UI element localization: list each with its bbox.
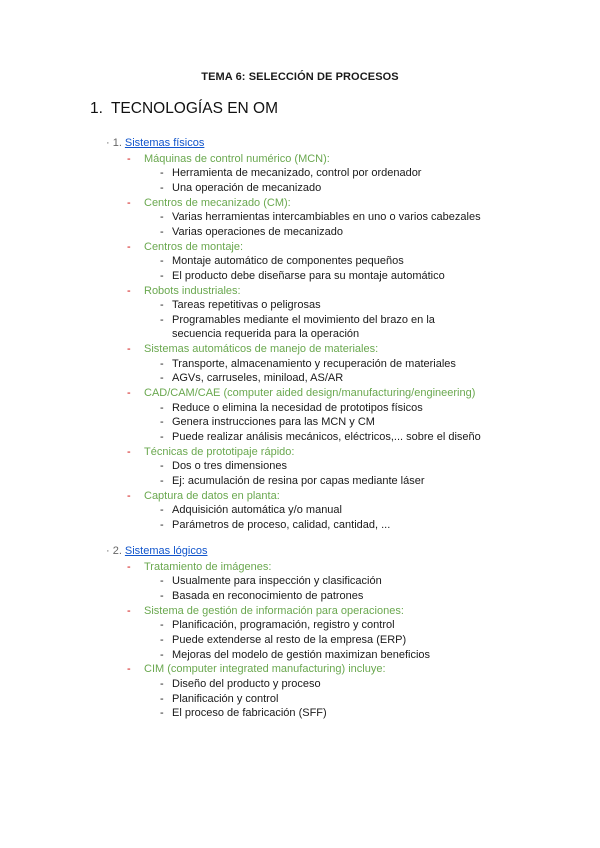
category-label: CAD/CAM/CAE (computer aided design/manufacturing/engineering): [144, 387, 476, 400]
subsection-heading: [106, 137, 204, 149]
list-item-text: Programables mediante el movimiento del brazo en la: [172, 313, 435, 326]
category-label: Máquinas de control numérico (MCN):: [144, 152, 330, 165]
category-label: CIM (computer integrated manufacturing) incluye:: [144, 663, 386, 676]
list-item: [160, 298, 321, 312]
dash-marker: -: [160, 313, 164, 326]
list-item-text: Basada en reconocimiento de patrones: [172, 589, 364, 602]
list-item: [160, 269, 445, 283]
list-item-text: Usualmente para inspección y clasificación: [172, 575, 382, 588]
list-item-text: Varias operaciones de mecanizado: [172, 225, 344, 238]
dash-marker: -: [127, 663, 131, 676]
dash-marker: -: [160, 518, 164, 531]
dash-marker: -: [160, 225, 164, 238]
category-label: Sistemas automáticos de manejo de materiales:: [144, 343, 379, 356]
dash-marker: -: [160, 692, 164, 705]
dash-marker: -: [127, 445, 131, 458]
list-item: [172, 327, 359, 341]
category-label: Tratamiento de imágenes:: [144, 560, 272, 573]
dash-marker: -: [160, 633, 164, 646]
category-item: [127, 560, 271, 574]
list-item: [160, 415, 375, 429]
list-item: [160, 313, 435, 327]
list-item-text: Mejoras del modelo de gestión maximizan beneficios: [172, 648, 431, 661]
dash-marker: -: [160, 460, 164, 473]
list-item: [160, 430, 481, 444]
category-item: [127, 196, 291, 210]
section-heading: [90, 100, 278, 118]
list-item-text: Puede extenderse al resto de la empresa (ERP): [172, 633, 407, 646]
list-item-text: AGVs, carruseles, miniload, AS/AR: [172, 372, 344, 385]
dash-marker: -: [127, 240, 131, 253]
dash-marker: -: [160, 431, 164, 443]
dash-marker: -: [127, 152, 131, 165]
list-item-text: Transporte, almacenamiento y recuperación de materiales: [172, 357, 456, 370]
category-label: Sistema de gestión de información para operaciones:: [144, 604, 404, 617]
dash-marker: -: [160, 181, 164, 194]
dash-marker: -: [160, 211, 164, 224]
list-item-text: Tareas repetitivas o peligrosas: [172, 299, 321, 312]
category-item: [127, 342, 378, 356]
list-item: [160, 166, 421, 180]
list-item: [160, 589, 363, 603]
list-item: [160, 574, 382, 588]
list-item: [160, 474, 425, 488]
dash-marker: -: [127, 489, 131, 502]
list-item: [160, 210, 481, 224]
list-item-text: Ej: acumulación de resina por capas mediante láser: [172, 474, 425, 487]
dash-marker: -: [127, 343, 131, 356]
category-label: Centros de mecanizado (CM):: [144, 196, 291, 209]
list-item-text: Herramienta de mecanizado, control por ordenador: [172, 167, 422, 180]
subsection-link[interactable]: Sistemas lógicos: [124, 545, 208, 557]
dash-marker: -: [160, 677, 164, 690]
subsection-link[interactable]: Sistemas físicos: [124, 137, 205, 149]
category-label: Robots industriales:: [144, 284, 241, 297]
list-item: [160, 692, 278, 706]
list-item: [160, 225, 343, 239]
list-item: [160, 254, 404, 268]
subsection-number: · 1.: [106, 137, 122, 149]
list-item-text: El producto debe diseñarse para su montaje automático: [172, 269, 445, 282]
dash-marker: -: [160, 269, 164, 282]
dash-marker: -: [160, 299, 164, 312]
subsection-heading: [106, 545, 207, 557]
list-item-text: secuencia requerida para la operación: [172, 328, 360, 341]
category-item: [127, 662, 386, 676]
list-item: [160, 518, 390, 532]
list-item: [160, 357, 456, 371]
list-item: [160, 677, 321, 691]
list-item: [160, 371, 343, 385]
list-item: [160, 181, 321, 195]
dash-marker: -: [160, 357, 164, 370]
dash-marker: -: [160, 255, 164, 268]
dash-marker: -: [160, 707, 164, 720]
category-item: [127, 445, 294, 459]
list-item-text: El proceso de fabricación (SFF): [172, 707, 327, 720]
dash-marker: -: [160, 589, 164, 602]
dash-marker: -: [160, 372, 164, 385]
category-item: [127, 604, 404, 618]
dash-marker: -: [160, 619, 164, 632]
dash-marker: -: [160, 504, 164, 517]
list-item: [160, 401, 423, 415]
list-item-text: Dos o tres dimensiones: [172, 460, 287, 473]
category-item: [127, 386, 475, 400]
dash-marker: -: [160, 575, 164, 588]
list-item-text: Genera instrucciones para las MCN y CM: [172, 416, 375, 429]
list-item-text: Montaje automático de componentes pequeños: [172, 255, 404, 268]
list-item-text: Reduce o elimina la necesidad de prototipos físicos: [172, 401, 423, 414]
list-item-text: Planificación, programación, registro y control: [172, 619, 395, 632]
list-item: [160, 648, 430, 662]
subsection-number: · 2.: [106, 545, 122, 557]
dash-marker: -: [160, 167, 164, 180]
list-item: [160, 618, 395, 632]
category-item: [127, 489, 280, 503]
list-item-text: Una operación de mecanizado: [172, 181, 322, 194]
list-item-text: Parámetros de proceso, calidad, cantidad, ...: [172, 518, 391, 531]
dash-marker: -: [160, 416, 164, 429]
list-item-text: Varias herramientas intercambiables en uno o varios cabezales: [172, 211, 481, 224]
dash-marker: -: [127, 284, 131, 297]
list-item: [160, 459, 287, 473]
list-item-text: Diseño del producto y proceso: [172, 677, 321, 690]
list-item-text: Adquisición automática y/o manual: [172, 504, 342, 517]
dash-marker: -: [160, 474, 164, 487]
document-title: TEMA 6: SELECCIÓN DE PROCESOS: [201, 71, 399, 83]
list-item: [160, 503, 342, 517]
category-item: [127, 152, 330, 166]
category-label: Técnicas de prototipaje rápido:: [144, 445, 295, 458]
dash-marker: -: [160, 648, 164, 661]
dash-marker: -: [127, 196, 131, 209]
list-item-text: Planificación y control: [172, 692, 279, 705]
section-heading-text: TECNOLOGÍAS EN OM: [110, 100, 279, 117]
dash-marker: -: [127, 560, 131, 573]
dash-marker: -: [127, 387, 131, 400]
section-heading-number: 1.: [90, 100, 103, 117]
category-label: Centros de montaje:: [144, 240, 244, 253]
category-item: [127, 240, 243, 254]
list-item: [160, 706, 327, 720]
category-item: [127, 284, 241, 298]
list-item-text: Puede realizar análisis mecánicos, eléctricos,... sobre el diseño: [172, 431, 481, 443]
category-label: Captura de datos en planta:: [144, 489, 280, 502]
list-item: [160, 633, 406, 647]
dash-marker: -: [127, 604, 131, 617]
dash-marker: -: [160, 401, 164, 414]
